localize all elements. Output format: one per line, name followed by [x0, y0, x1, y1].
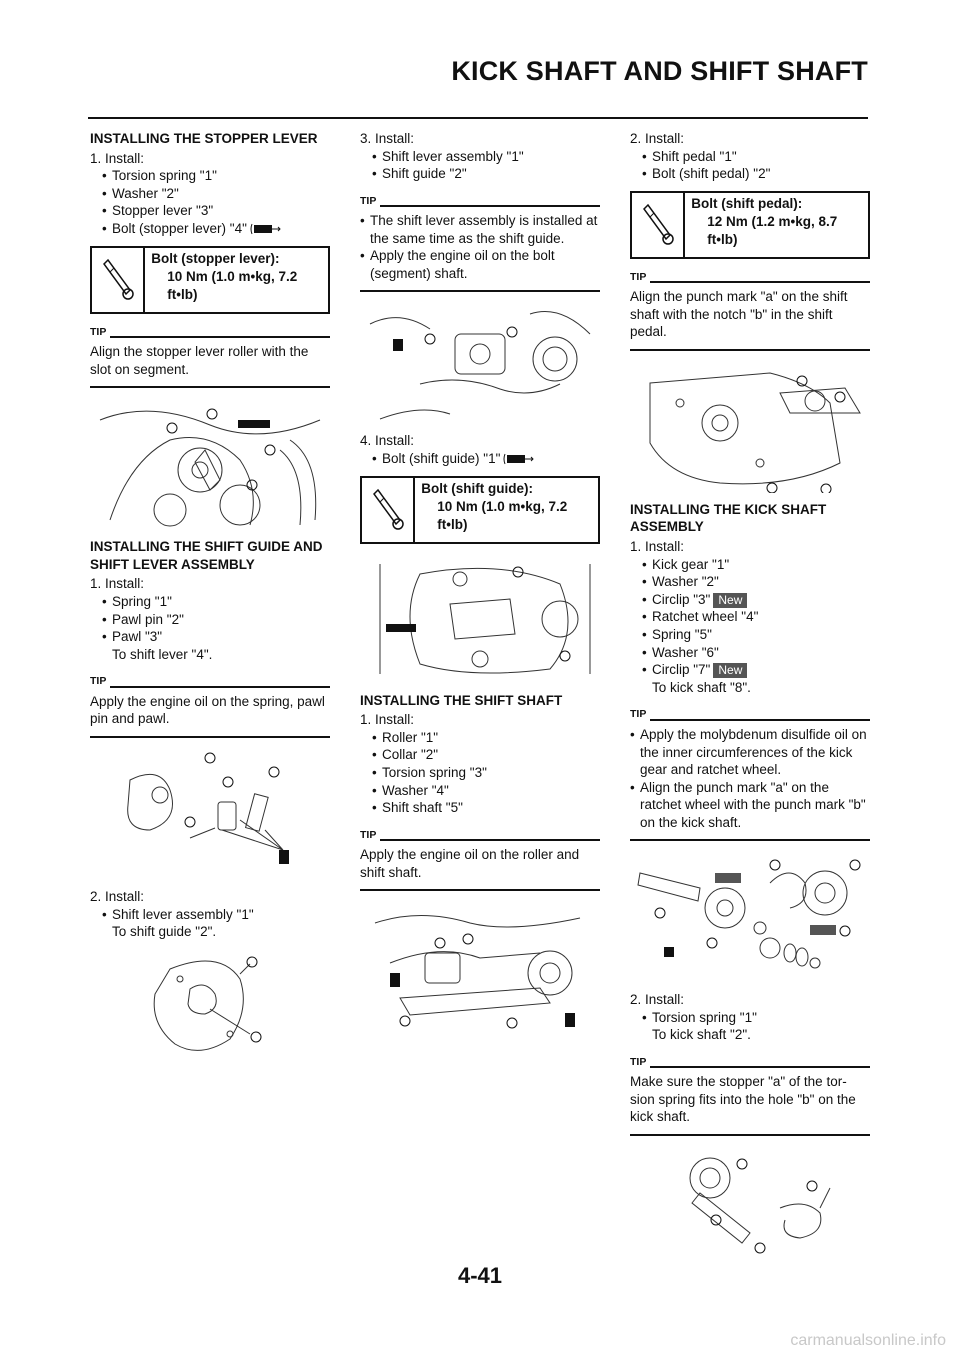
tip-label: TIP: [90, 325, 107, 338]
tip-label: TIP: [90, 675, 107, 688]
tip-box: [90, 673, 330, 738]
list-item: • Torsion spring "3": [360, 764, 600, 782]
torque-wrench-icon: [632, 193, 685, 257]
page-title: KICK SHAFT AND SHIFT SHAFT: [451, 56, 868, 86]
torque-loctite-icon: [250, 222, 282, 236]
list-item: • Stopper lever "3": [90, 202, 330, 220]
continuation-text: To kick shaft "2".: [652, 1027, 751, 1043]
torque-wrench-icon: [362, 478, 415, 542]
list-item: • Pawl pin "2": [90, 611, 330, 629]
section-title-shift-shaft: INSTALLING THE SHIFT SHAFT: [360, 692, 563, 708]
step-label: 1. Install:: [90, 576, 145, 592]
list-item: • Washer "2": [90, 185, 330, 203]
tip-bullet: • The shift lever assembly is installed at the same time as the shift guide.: [360, 212, 600, 247]
step-label: 2. Install:: [90, 888, 145, 904]
spec-value: 10 Nm (1.0 m•kg, 7.2 ft•lb): [167, 268, 298, 302]
figure-shift-lever-assembly: [360, 304, 600, 424]
tip-label: TIP: [360, 828, 377, 841]
list-item: • Washer "2": [630, 573, 870, 591]
continuation-text: To kick shaft "8".: [652, 679, 751, 695]
figure-shift-pedal: [630, 363, 870, 493]
tip-bullet: • Apply the engine oil on the bolt (segment) shaft.: [360, 247, 600, 282]
step-label: 2. Install:: [630, 992, 685, 1007]
list-item: • Circlip "7" New: [630, 661, 870, 679]
tip-label: TIP: [360, 194, 377, 207]
torque-spec-box: [630, 191, 870, 259]
list-item: • Ratchet wheel "4": [630, 608, 870, 626]
list-item: • Pawl "3": [90, 628, 330, 646]
figure-shift-guide: [90, 949, 330, 1059]
figure-shift-shaft: [360, 903, 600, 1033]
column-right: [630, 130, 870, 1266]
torque-spec-box: [90, 246, 330, 314]
list-item: • Roller "1": [360, 729, 600, 747]
list-item: • Torsion spring "1": [630, 1009, 870, 1027]
figure-stopper-lever: [90, 400, 330, 530]
tip-text: Align the stopper lever roller with the slot on segment.: [90, 343, 330, 388]
tip-bullet: • Align the punch mark "a" on the ratchet wheel with the punch mark "b" on the kick shaft.: [630, 779, 870, 832]
watermark: carmanualsonline.info: [790, 1332, 946, 1349]
tip-label: TIP: [630, 708, 647, 721]
tip-text: Apply the engine oil on the spring, pawl pin and pawl.: [90, 693, 330, 738]
list-item: • Kick gear "1": [630, 556, 870, 574]
figure-torsion-spring: [630, 1148, 870, 1258]
spec-title: Bolt (stopper lever):: [151, 250, 280, 266]
tip-box: [630, 1054, 870, 1136]
step-label: 2. Install:: [630, 131, 685, 146]
list-item: • Shift lever assembly "1": [360, 148, 600, 166]
figure-shift-lever-parts: [90, 750, 330, 880]
list-item: • Shift lever assembly "1": [90, 906, 330, 924]
torque-spec-box: [360, 476, 600, 544]
spec-title: Bolt (shift pedal):: [691, 195, 803, 211]
continuation-text: To shift guide "2".: [112, 924, 217, 940]
list-item: • Collar "2": [360, 746, 600, 764]
step-label: 1. Install:: [360, 712, 415, 728]
list-item: • Spring "5": [630, 626, 870, 644]
step-label: 3. Install:: [360, 131, 415, 146]
list-item: • Circlip "3" New: [630, 591, 870, 609]
list-item: • Washer "6": [630, 644, 870, 662]
continuation-text: To shift lever "4".: [112, 646, 213, 662]
list-item: • Shift pedal "1": [630, 148, 870, 166]
step-label: 4. Install:: [360, 433, 415, 449]
torque-loctite-icon: [503, 452, 535, 466]
spec-title: Bolt (shift guide):: [421, 480, 533, 496]
section-title-shift-guide: INSTALLING THE SHIFT GUIDE AND SHIFT LEVER ASSEMBLY: [90, 539, 323, 572]
column-left: [90, 130, 330, 1067]
tip-box: [630, 706, 870, 841]
tip-box: [360, 827, 600, 892]
figure-kick-shaft-parts: [630, 853, 870, 983]
new-badge: New: [713, 593, 747, 608]
tip-text: Make sure the stopper "a" of the tor- sion spring fits into the hole "b" on the kick shaft.: [630, 1073, 870, 1136]
tip-label: TIP: [630, 1055, 647, 1068]
list-item: • Washer "4": [360, 782, 600, 800]
list-item: • Bolt (shift guide) "1": [360, 450, 600, 468]
step-label: 1. Install:: [630, 539, 685, 555]
list-item: • Bolt (stopper lever) "4": [90, 220, 330, 238]
title-rule: [88, 117, 868, 119]
list-item: • Bolt (shift pedal) "2": [630, 165, 870, 183]
list-item: • Shift shaft "5": [360, 799, 600, 817]
list-item: • Shift guide "2": [360, 165, 600, 183]
spec-value: 10 Nm (1.0 m•kg, 7.2 ft•lb): [437, 498, 568, 532]
tip-text: Align the punch mark "a" on the shift shaft with the notch "b" in the shift pedal.: [630, 288, 870, 351]
page-number: 4-41: [457, 1263, 503, 1288]
list-item: • Torsion spring "1": [90, 167, 330, 185]
tip-text: Apply the engine oil on the roller and shift shaft.: [360, 846, 600, 891]
spec-value: 12 Nm (1.2 m•kg, 8.7 ft•lb): [707, 213, 838, 247]
tip-bullet: • Apply the molybdenum disulfide oil on the inner circumferences of the kick gear and ratchet wheel.: [630, 726, 870, 779]
torque-wrench-icon: [92, 248, 145, 312]
figure-shift-guide-bolt: [360, 554, 600, 684]
new-badge: New: [713, 663, 747, 678]
tip-box: [630, 269, 870, 351]
section-title-stopper-lever: INSTALLING THE STOPPER LEVER: [90, 131, 318, 146]
step-label: 1. Install:: [90, 150, 145, 166]
section-title-kick-shaft: INSTALLING THE KICK SHAFT ASSEMBLY: [630, 501, 827, 535]
column-middle: [360, 130, 600, 1041]
tip-box: [360, 193, 600, 293]
tip-box: [90, 324, 330, 389]
list-item: • Spring "1": [90, 593, 330, 611]
tip-label: TIP: [630, 270, 647, 283]
